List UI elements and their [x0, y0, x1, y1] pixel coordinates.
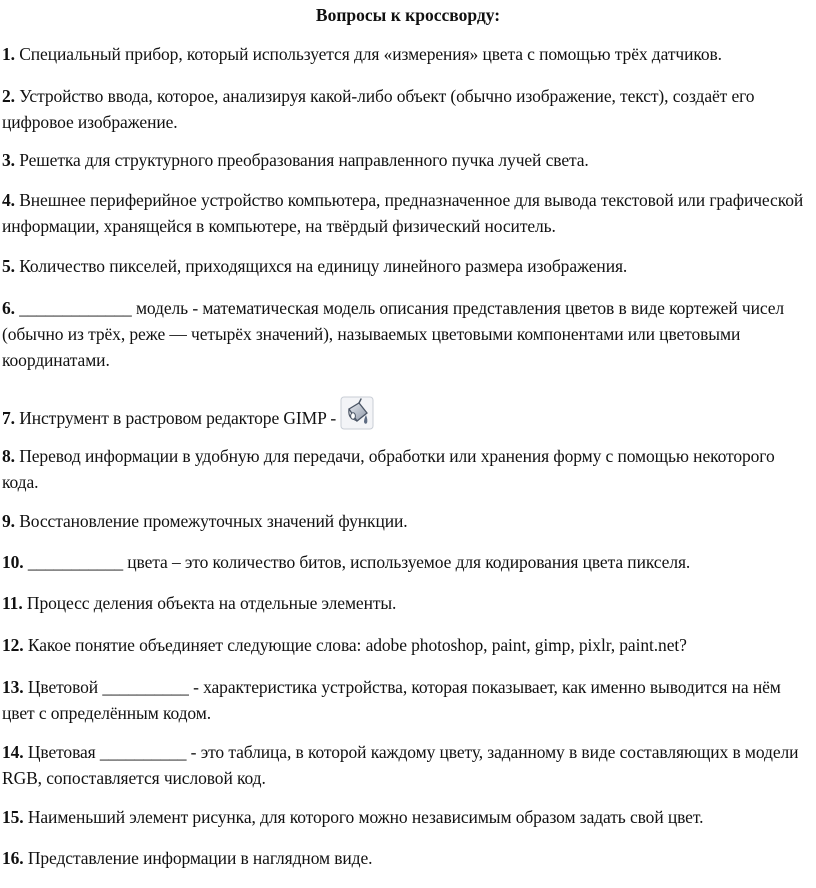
- page-title: Вопросы к кроссворду:: [315, 5, 501, 25]
- question-number: 2.: [2, 86, 15, 106]
- question-text: Устройство ввода, которое, анализируя какой-либо объект (обычно изображение, текст), создаёт его цифровое изображение.: [2, 86, 755, 132]
- bucket-fill-icon: [340, 396, 374, 430]
- question-number: 11.: [2, 593, 23, 613]
- question-number: 12.: [2, 635, 24, 655]
- question-number: 13.: [2, 677, 24, 697]
- question-number: 3.: [2, 150, 15, 170]
- question-10: [2, 549, 814, 575]
- question-text: _____________ модель - математическая модель описания представления цветов в виде кортежей чисел (обычно из трёх, реже — четырёх значений), называемых цветовыми компонентами или цветовыми координатами.: [2, 298, 785, 370]
- question-number: 14.: [2, 742, 24, 762]
- question-5: [2, 253, 814, 279]
- question-3: [2, 147, 814, 173]
- question-9: [2, 508, 814, 534]
- question-number: 5.: [2, 256, 15, 276]
- question-text: Какое понятие объединяет следующие слова: adobe photoshop, paint, gimp, pixlr, paint.net?: [23, 635, 687, 655]
- question-text: Перевод информации в удобную для передачи, обработки или хранения форму с помощью некоторого кода.: [2, 446, 775, 492]
- question-number: 4.: [2, 190, 15, 210]
- question-4: [2, 187, 814, 239]
- question-number: 15.: [2, 807, 24, 827]
- question-11: [2, 590, 814, 616]
- question-7: [2, 396, 814, 431]
- question-text: Количество пикселей, приходящихся на единицу линейного размера изображения.: [14, 256, 628, 276]
- question-number: 6.: [2, 298, 15, 318]
- question-text: Цветовой __________ - характеристика устройства, которая показывает, как именно выводится на нём цвет с определённым кодом.: [2, 677, 781, 723]
- question-number: 10.: [2, 552, 24, 572]
- question-1: [2, 41, 814, 67]
- question-number: 1.: [2, 44, 15, 64]
- question-number: 16.: [2, 848, 24, 868]
- question-text: Представление информации в наглядном виде.: [23, 848, 373, 868]
- question-text: Внешнее периферийное устройство компьютера, предназначенное для вывода текстовой или графической информации, хранящейся в компьютере, на твёрдый физический носитель.: [2, 190, 804, 236]
- question-6: [2, 295, 814, 373]
- question-text: ___________ цвета – это количество битов, используемое для кодирования цвета пикселя.: [23, 552, 691, 572]
- question-number: 9.: [2, 511, 15, 531]
- question-2: [2, 83, 814, 135]
- question-text: Процесс деления объекта на отдельные элементы.: [22, 593, 397, 613]
- question-text: Цветовая __________ - это таблица, в которой каждому цвету, заданному в виде составляющих в модели RGB, сопоставляется числовой код.: [2, 742, 799, 788]
- question-14: [2, 739, 814, 791]
- question-13: [2, 674, 814, 726]
- question-8: [2, 443, 814, 495]
- question-text: Решетка для структурного преобразования направленного пучка лучей света.: [14, 150, 589, 170]
- question-text: Наименьший элемент рисунка, для которого можно независимым образом задать свой цвет.: [23, 807, 704, 827]
- question-text: Специальный прибор, который используется для «измерения» цвета с помощью трёх датчиков.: [14, 44, 722, 64]
- question-15: [2, 804, 814, 830]
- question-text: Инструмент в растровом редакторе GIMP -: [14, 408, 337, 428]
- question-16: [2, 845, 814, 871]
- question-number: 8.: [2, 446, 15, 466]
- question-number: 7.: [2, 408, 15, 428]
- question-text: Восстановление промежуточных значений функции.: [14, 511, 408, 531]
- question-12: [2, 632, 814, 658]
